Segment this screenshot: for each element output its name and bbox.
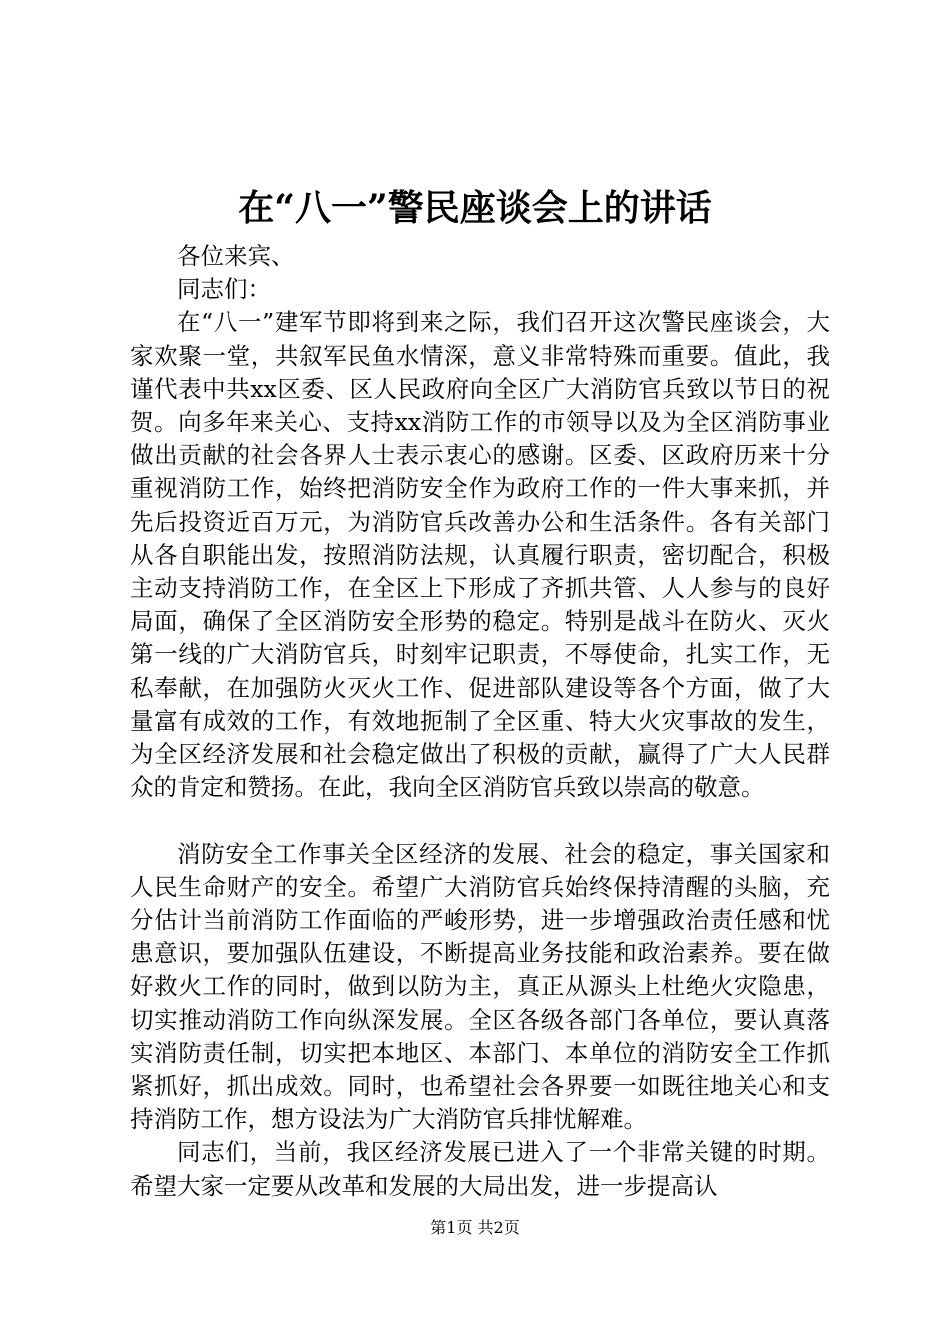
page-number-footer: 第1页 共2页: [430, 1218, 520, 1237]
document-body: [130, 240, 830, 1203]
salutation-comrades: 同志们：: [177, 275, 271, 304]
document-title: 在“八一”警民座谈会上的讲话: [238, 187, 712, 229]
paragraph-2: 消防安全工作事关全区经济的发展、社会的稳定，事关国家和人民生命财产的安全。希望广大消防官兵始终保持清醒的头脑，充分估计当前消防工作面临的严峻形势，进一步增强政治责任感和忧患意识，要加强队伍建设，不断提高业务技能和政治素养。要在做好救火工作的同时，做到以防为主，真正从源头上杜绝火灾隐患，切实推动消防工作向纵深发展。全区各级各部门各单位，要认真落实消防责任制，切实把本地区、本部门、本单位的消防安全工作抓紧抓好，抓出成效。同时，也希望社会各界要一如既往地关心和支持消防工作，想方设法为广大消防官兵排忧解难。: [130, 839, 830, 1134]
paragraph-1: 在“八一”建军节即将到来之际，我们召开这次警民座谈会，大家欢聚一堂，共叙军民鱼水情深，意义非常特殊而重要。值此，我谨代表中共xx区委、区人民政府向全区广大消防官兵致以节日的祝贺。向多年来关心、支持xx消防工作的市领导以及为全区消防事业做出贡献的社会各界人士表示衷心的感谢。区委、区政府历来十分重视消防工作，始终把消防安全作为政府工作的一件大事来抓，并先后投资近百万元，为消防官兵改善办公和生活条件。各有关部门从各自职能出发，按照消防法规，认真履行职责，密切配合，积极主动支持消防工作，在全区上下形成了齐抓共管、人人参与的良好局面，确保了全区消防安全形势的稳定。特别是战斗在防火、灭火第一线的广大消防官兵，时刻牢记职责，不辱使命，扎实工作，无私奉献，在加强防火灭火工作、促进部队建设等各个方面，做了大量富有成效的工作，有效地扼制了全区重、特大火灾事故的发生，为全区经济发展和社会稳定做出了积极的贡献，赢得了广大人民群众的肯定和赞扬。在此，我向全区消防官兵致以崇高的敬意。: [130, 308, 830, 802]
paragraph-3: 同志们，当前，我区经济发展已进入了一个非常关键的时期。希望大家一定要从改革和发展的大局出发，进一步提高认: [130, 1138, 830, 1200]
paragraph-spacer: [130, 804, 830, 837]
salutation-guests: 各位来宾、: [177, 242, 295, 270]
